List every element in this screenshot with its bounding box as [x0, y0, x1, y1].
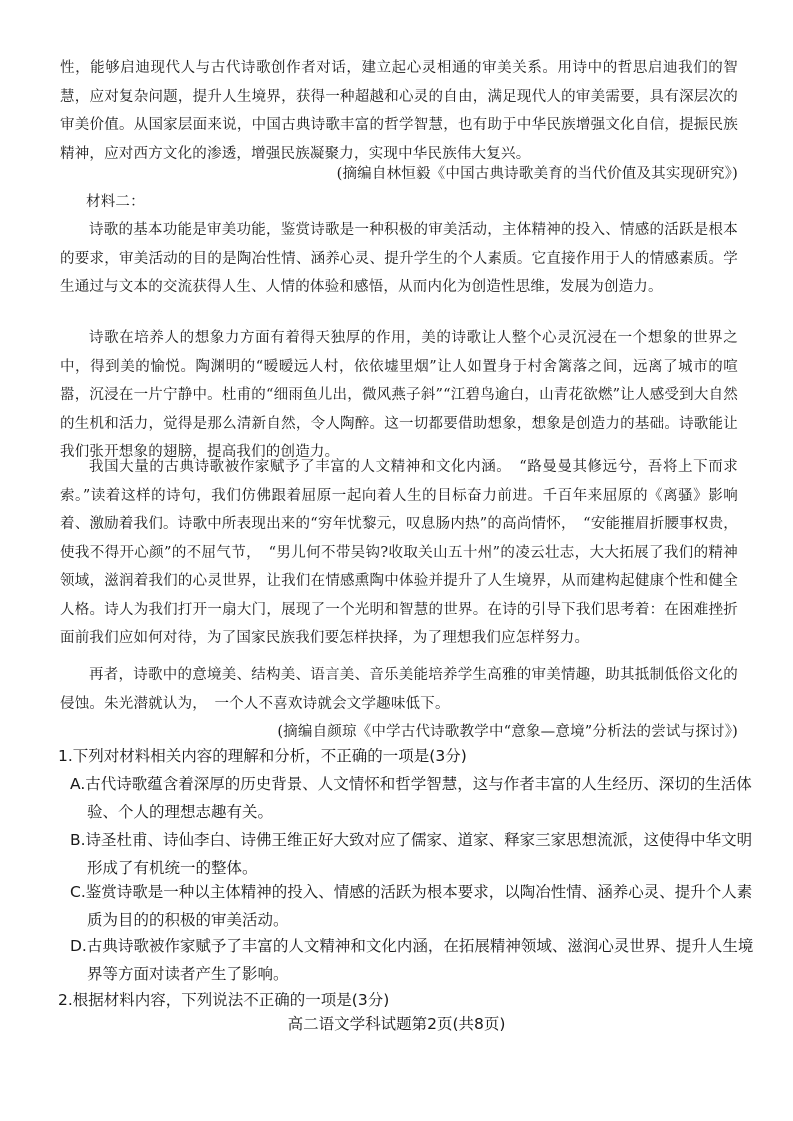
- material-2-paragraph-1: 诗歌的基本功能是审美功能，鉴赏诗歌是一种积极的审美活动，主体精神的投入、情感的活跃是根本的要求，审美活动的目的是陶冶性情、涵养心灵、提升学生的个人素质。它直接作用于人的情感素质。学生通过与文本的交流获得人生、人情的体验和感悟，从而内化为创造性思维，发展为创造力。: [60, 222, 738, 295]
- question-1-stem: 1.下列对材料相关内容的理解和分析，不正确的一项是(3分): [58, 747, 467, 765]
- question-1-option-c: C.鉴赏诗歌是一种以主体精神的投入、情感的活跃为根本要求，以陶冶性情、涵养心灵、提升个人素质为目的的积极的审美活动。: [70, 883, 753, 929]
- material-2-heading: 材料二：: [86, 194, 145, 210]
- material-2-paragraph-4: 再者，诗歌中的意境美、结构美、语言美、音乐美能培养学生高雅的审美情趣，助其抵制低俗文化的侵蚀。朱光潜就认为， 一个人不喜欢诗就会文学趣味低下。: [60, 667, 738, 712]
- paragraph-continued: 性，能够启迪现代人与古代诗歌创作者对话，建立起心灵相通的审美关系。用诗中的哲思启迪我们的智慧，应对复杂问题，提升人生境界，获得一种超越和心灵的自由，满足现代人的审美需要，具有深层次的审美价值。从国家层面来说，中国古典诗歌丰富的哲学智慧，也有助于中华民族增强文化自信，提振民族精神，应对西方文化的渗透，增强民族凝聚力，实现中华民族伟大复兴。: [60, 60, 738, 162]
- question-2-stem: 2.根据材料内容，下列说法不正确的一项是(3分): [58, 991, 390, 1009]
- question-1-option-b: B.诗圣杜甫、诗仙李白、诗佛王维正好大致对应了儒家、道家、释家三家思想流派，这使得中华文明形成了有机统一的整体。: [70, 831, 753, 877]
- question-1-option-a: A.古代诗歌蕴含着深厚的历史背景、人文情怀和哲学智慧，这与作者丰富的人生经历、深切的生活体验、个人的理想志趣有关。: [70, 775, 752, 821]
- material-2-paragraph-2: 诗歌在培养人的想象力方面有着得天独厚的作用，美的诗歌让人整个心灵沉浸在一个想象的世界之中，得到美的愉悦。陶渊明的“暧暧远人村，依依墟里烟”让人如置身于村舍篱落之间，远离了城市的喧嚣，沉浸在一片宁静中。杜甫的“细雨鱼儿出，微风燕子斜”“江碧鸟逾白，山青花欲燃”让人感受到大自然的生机和活力，觉得是那么清新自然，令人陶醉。这一切都要借助想象，想象是创造力的基础。诗歌能让我们张开想象的翅膀，提高我们的创造力。: [60, 330, 738, 460]
- source-citation-1: (摘编自林恒毅《中国古典诗歌美育的当代价值及其实现研究》): [336, 166, 738, 182]
- source-citation-2: (摘编自颜琼《中学古代诗歌教学中“意象—意境”分析法的尝试与探讨》): [277, 724, 738, 740]
- material-2-paragraph-3: 我国大量的古典诗歌被作家赋予了丰富的人文精神和文化内涵。 “路曼曼其修远兮，吾将上下而求索。”读着这样的诗句，我们仿佛跟着屈原一起向着人生的目标奋力前进。千百年来屈原的《离骚》影响着、激励着我们。诗歌中所表现出来的“穷年忧黎元，叹息肠内热”的高尚情怀， “安能摧眉折腰事权贵，使我不得开心颜”的不屈气节， “男儿何不带吴钩?收取关山五十州”的凌云壮志，大大拓展了我们的精神领域，滋润着我们的心灵世界，让我们在情感熏陶中体验并提升了人生境界，从而建构起健康个性和健全人格。诗人为我们打开一扇大门，展现了一个光明和智慧的世界。在诗的引导下我们思考着：在困难挫折面前我们应如何对待，为了国家民族我们要怎样抉择，为了理想我们应怎样努力。: [60, 459, 738, 646]
- question-1-option-d: D.古典诗歌被作家赋予了丰富的人文精神和文化内涵，在拓展精神领域、滋润心灵世界、提升人生境界等方面对读者产生了影响。: [70, 937, 754, 983]
- page-footer: 高二语文学科试题第2页(共8页): [287, 1015, 506, 1033]
